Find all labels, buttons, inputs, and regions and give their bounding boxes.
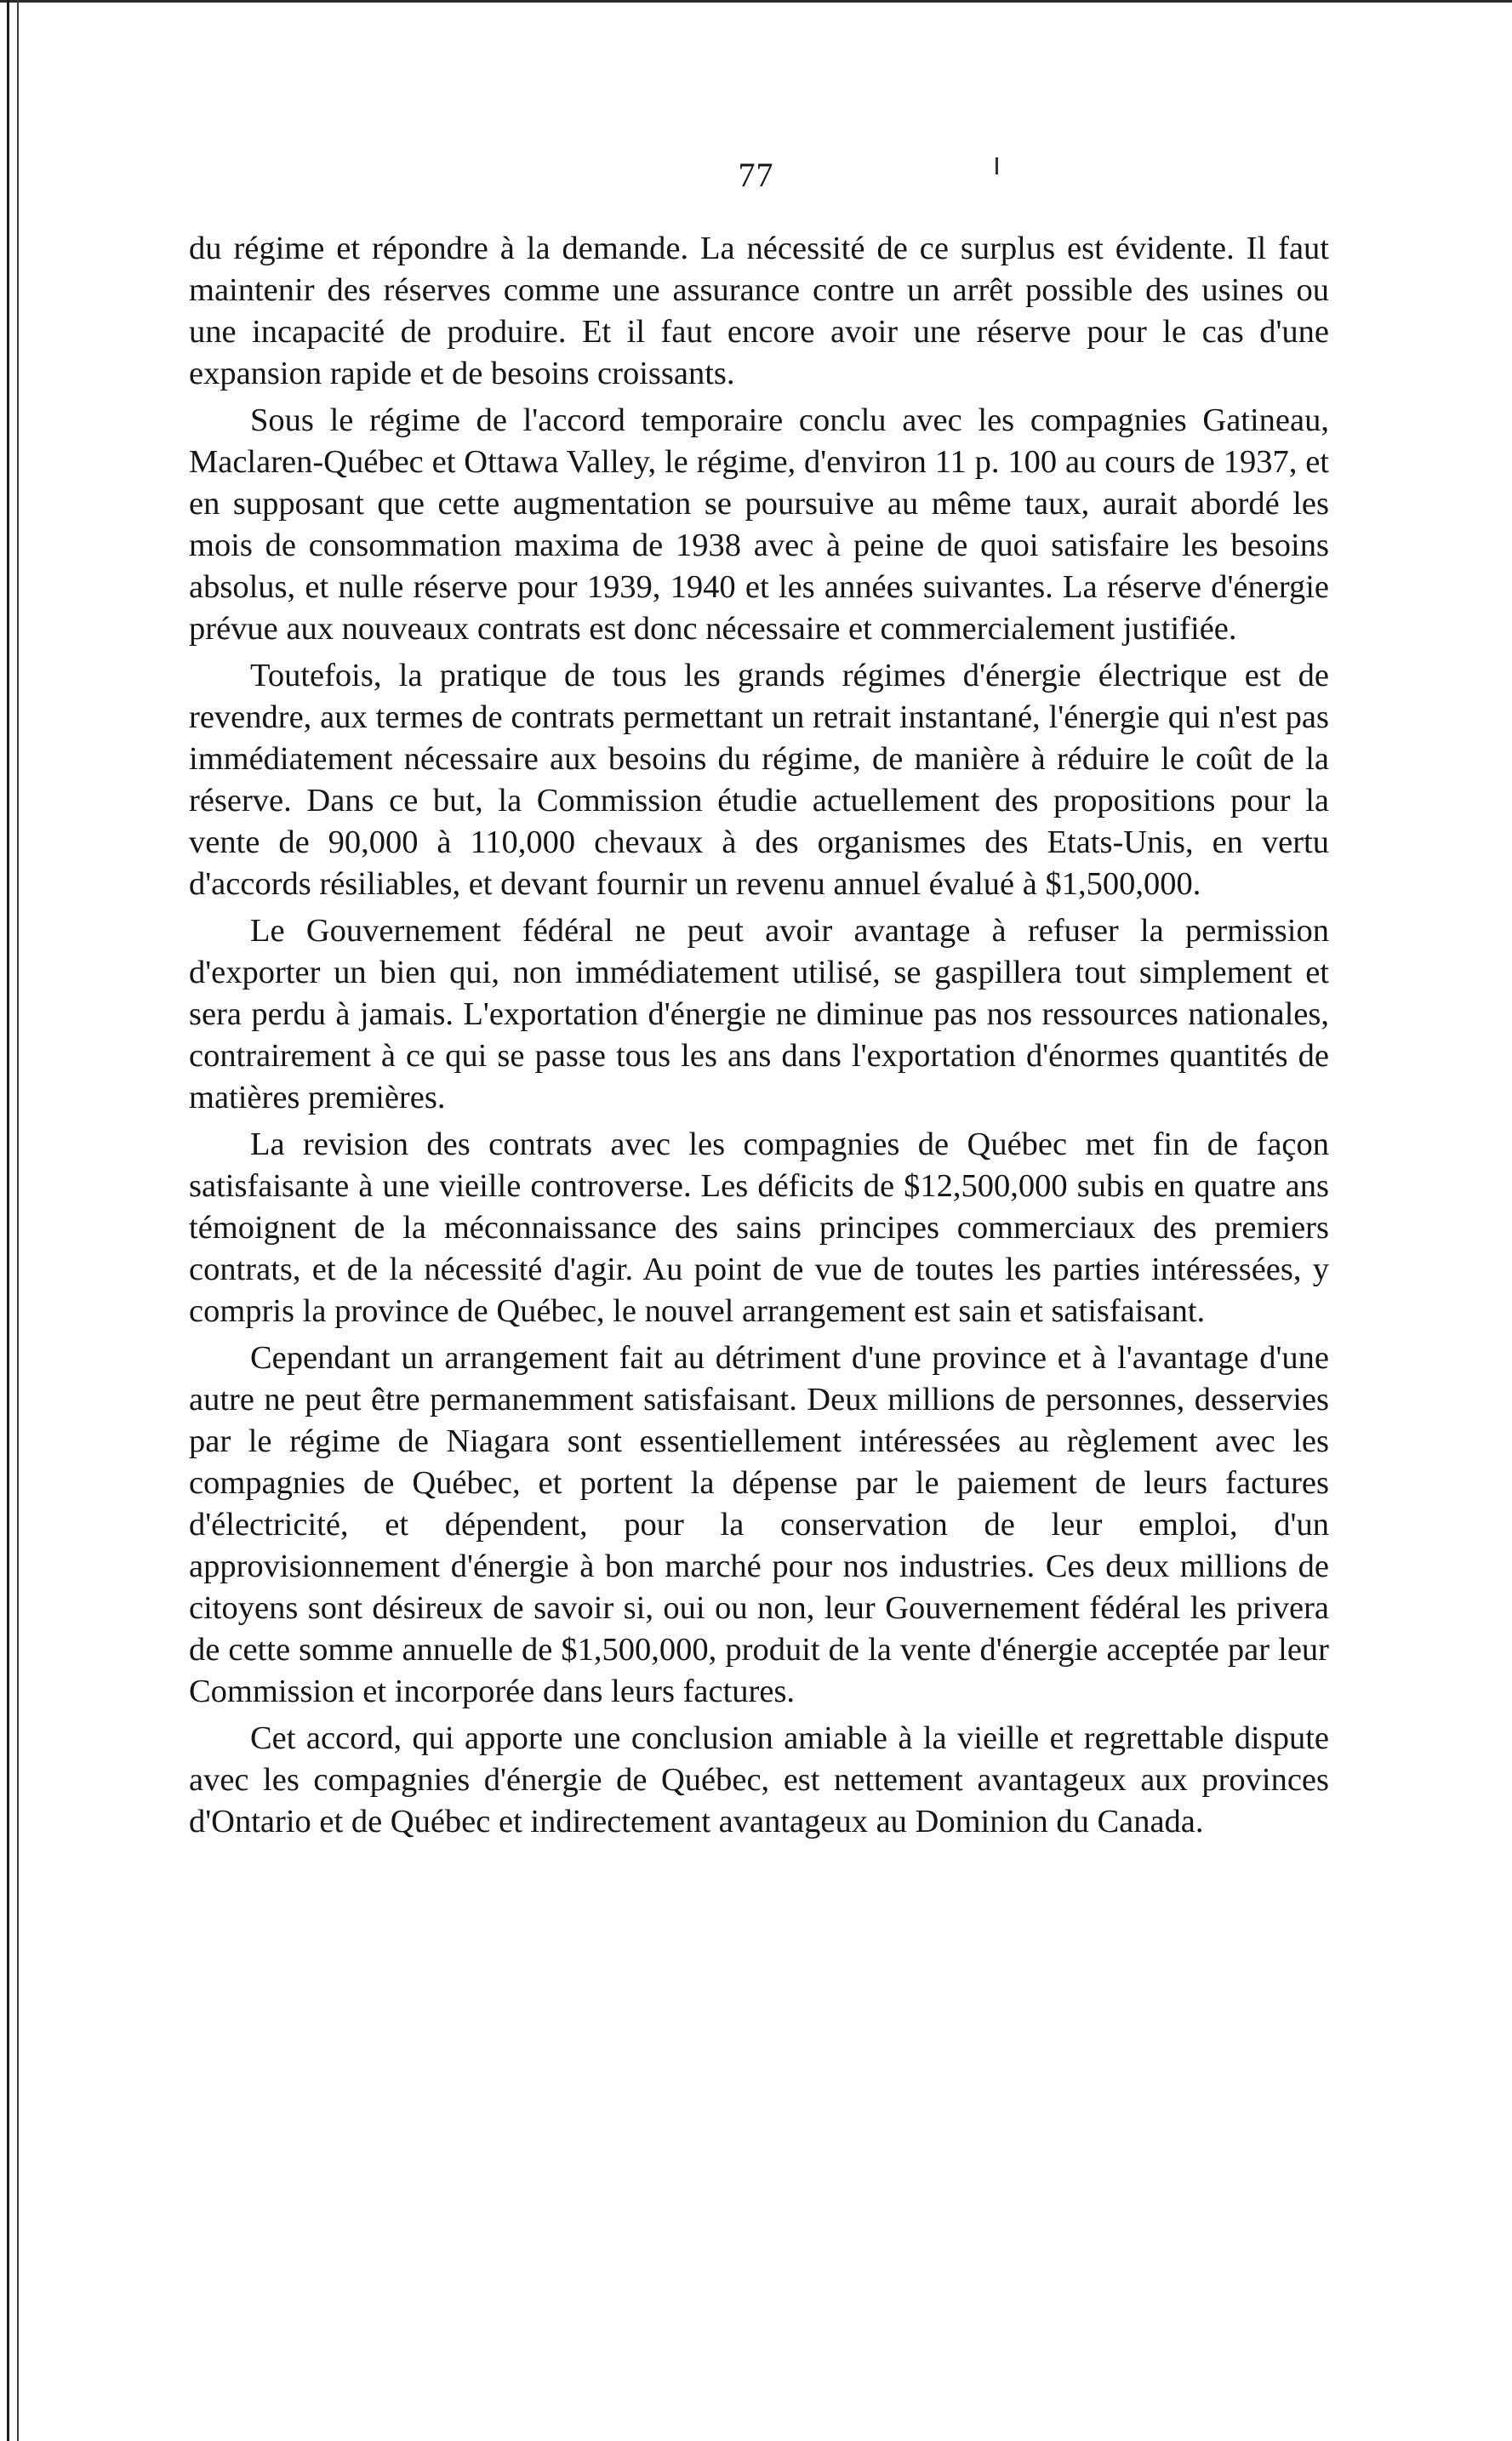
- paragraph-2: Sous le régime de l'accord temporaire conclu avec les compagnies Gatineau, Maclaren-Québec et Ottawa Valley, le régime, d'environ 11 p. 100 au cours de 1937, et en supposant que cette augmentation se poursuive au même taux, aurait abordé les mois de consommation maxima de 1938 avec à peine de quoi satisfaire les besoins absolus, et nulle réserve pour 1939, 1940 et les années suivantes. La réserve d'énergie prévue aux nouveaux contrats est donc nécessaire et commercialement justifiée.: [189, 402, 1329, 647]
- left-border-line-inner: [17, 0, 19, 2441]
- paragraph-5: La revision des contrats avec les compagnies de Québec met fin de façon satisfaisante à une vieille controverse. Les déficits de $12,500,000 subis en quatre ans témoignent de la méconnaissance des sains principes commerciaux des premiers contrats, et de la nécessité d'agir. Au point de vue de toutes les parties intéressées, y compris la province de Québec, le nouvel arrangement est sain et satisfaisant.: [189, 1126, 1329, 1329]
- page-number: 77: [738, 156, 774, 194]
- left-border-line: [7, 0, 9, 2441]
- paragraph-1: du régime et répondre à la demande. La nécessité de ce surplus est évidente. Il faut maintenir des réserves comme une assurance contre un arrêt possible des usines ou une incapacité de produire. Et il faut encore avoir une réserve pour le cas d'une expansion rapide et de besoins croissants.: [189, 231, 1329, 391]
- paragraph-3: Toutefois, la pratique de tous les grands régimes d'énergie électrique est de revendre, aux termes de contrats permettant un retrait instantané, l'énergie qui n'est pas immédiatement nécessaire aux besoins du régime, de manière à réduire le coût de la réserve. Dans ce but, la Commission étudie actuellement des propositions pour la vente de 90,000 à 110,000 chevaux à des organismes des Etats-Unis, en vertu d'accords résiliables, et devant fournir un revenu annuel évalué à $1,500,000.: [189, 658, 1329, 902]
- body-text: [189, 228, 1329, 1843]
- top-border-line: [0, 0, 1512, 3]
- paragraph-4: Le Gouvernement fédéral ne peut avoir avantage à refuser la permission d'exporter un bien qui, non immédiatement utilisé, se gaspillera tout simplement et sera perdu à jamais. L'exportation d'énergie ne diminue pas nos ressources nationales, contrairement à ce qui se passe tous les ans dans l'exportation d'énormes quantités de matières premières.: [189, 913, 1329, 1115]
- paragraph-6: Cependant un arrangement fait au détriment d'une province et à l'avantage d'une autre ne peut être permanemment satisfaisant. Deux millions de personnes, desservies par le régime de Niagara sont essentiellement intéressées au règlement avec les compagnies de Québec, et portent la dépense par le paiement de leurs factures d'électricité, et dépendent, pour la conservation de leur emploi, d'un approvisionnement d'énergie à bon marché pour nos industries. Ces deux millions de citoyens sont désireux de savoir si, oui ou non, leur Gouvernement fédéral les privera de cette somme annuelle de $1,500,000, produit de la vente d'énergie acceptée par leur Commission et incorporée dans leurs factures.: [189, 1340, 1329, 1709]
- paragraph-7: Cet accord, qui apporte une conclusion amiable à la vieille et regrettable dispute avec les compagnies d'énergie de Québec, est nettement avantageux aux provinces d'Ontario et de Québec et indirectement avantageux au Dominion du Canada.: [189, 1720, 1329, 1839]
